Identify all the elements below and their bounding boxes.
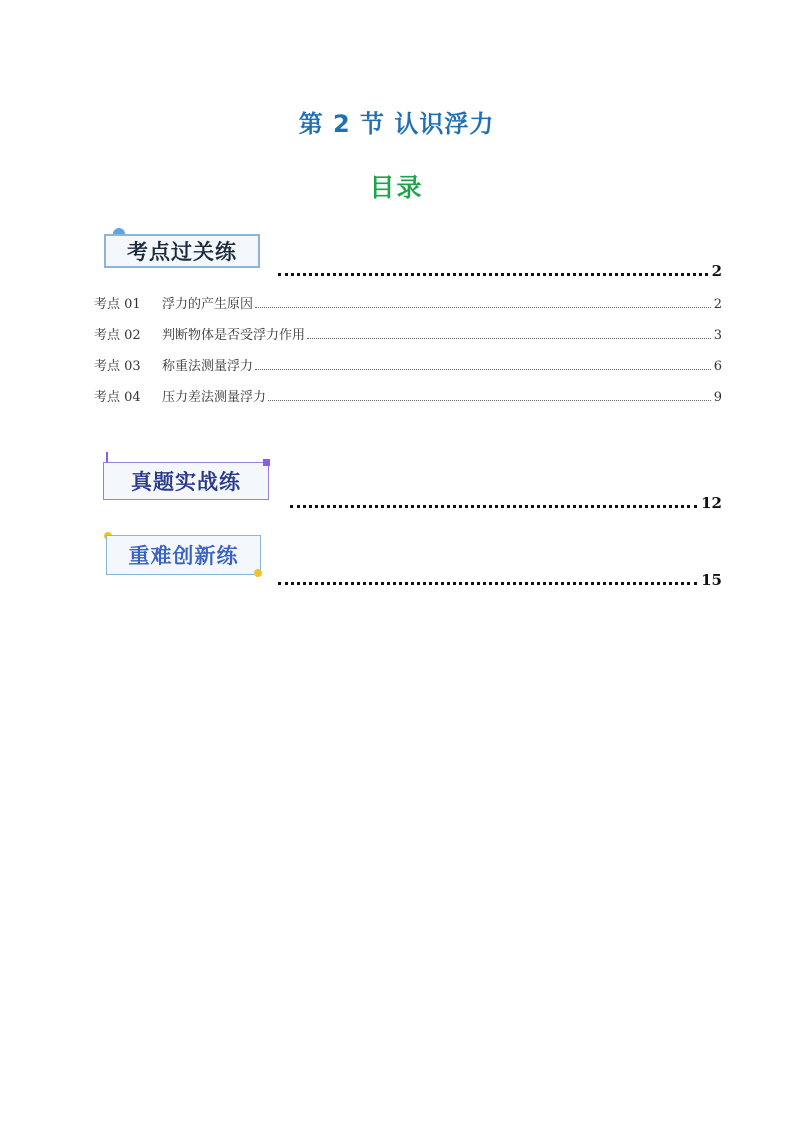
- section-page-number: 2: [711, 262, 722, 280]
- toc-item-page: 2: [713, 297, 722, 312]
- section-leader-kaodian[interactable]: [278, 262, 722, 280]
- toc-item[interactable]: [94, 294, 722, 312]
- section-badge-kaodian[interactable]: 考点过关练: [104, 234, 260, 268]
- badge-decoration-square: [263, 459, 270, 466]
- toc-item-number: 考点 01: [94, 297, 141, 312]
- section-page-number: 12: [701, 494, 722, 512]
- section-leader-zhenti[interactable]: [290, 494, 722, 512]
- dotted-leader: [278, 273, 708, 276]
- toc-item[interactable]: [94, 325, 722, 343]
- toc-item-label: 压力差法测量浮力: [162, 390, 267, 405]
- dotted-leader: [255, 369, 711, 370]
- toc-item[interactable]: [94, 387, 722, 405]
- badge-decoration-dot: [254, 569, 262, 577]
- page-title: 第 2 节 认识浮力: [298, 110, 495, 138]
- toc-heading: 目录: [369, 173, 424, 202]
- toc-item-number: 考点 03: [94, 359, 141, 374]
- dotted-leader: [307, 338, 711, 339]
- dotted-leader: [278, 582, 697, 585]
- toc-item-label: 判断物体是否受浮力作用: [162, 328, 306, 343]
- dotted-leader: [255, 307, 711, 308]
- section-badge-zhenti[interactable]: 真题实战练: [103, 462, 269, 500]
- toc-item[interactable]: [94, 356, 722, 374]
- section-badge-zhongnan[interactable]: 重难创新练: [106, 535, 261, 575]
- toc-item-number: 考点 02: [94, 328, 141, 343]
- toc-item-page: 6: [713, 359, 722, 374]
- toc-item-label: 浮力的产生原因: [162, 297, 254, 312]
- section-page-number: 15: [701, 571, 722, 589]
- toc-item-label: 称重法测量浮力: [162, 359, 254, 374]
- dotted-leader: [290, 505, 697, 508]
- toc-item-page: 9: [713, 390, 722, 405]
- dotted-leader: [268, 400, 711, 401]
- toc-item-number: 考点 04: [94, 390, 141, 405]
- toc-item-page: 3: [713, 328, 722, 343]
- section-leader-zhongnan[interactable]: [278, 571, 722, 589]
